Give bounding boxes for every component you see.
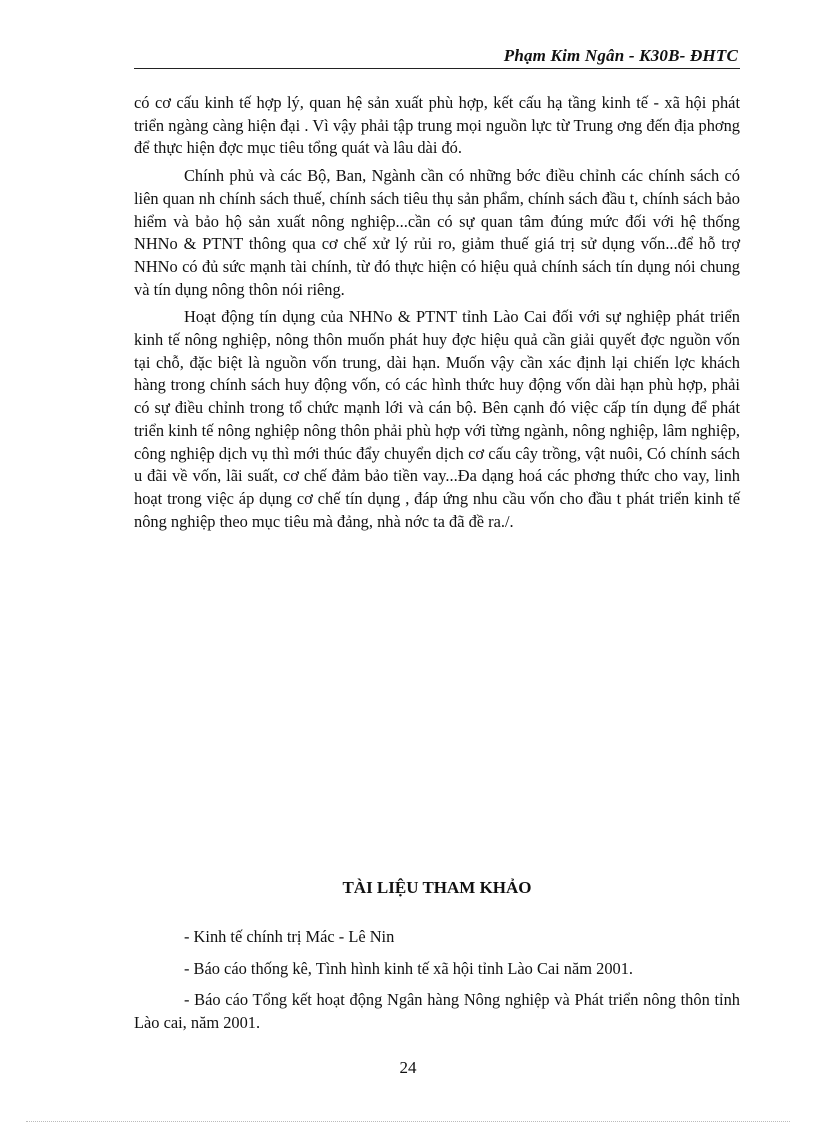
paragraph-1: có cơ cấu kinh tế hợp lý, quan hệ sản xuất phù hợp, kết cấu hạ tầng kinh tế - xã hội phát triển ngàng càng hiện đại . Vì vậy phải tập trung mọi nguồn lực từ Trung ơng đến địa phơng để thực hiện đợc mục tiêu tổng quát và lâu dài đó.: [134, 93, 740, 158]
header-rule: [134, 68, 740, 69]
reference-item-3: - Báo cáo Tổng kết hoạt động Ngân hàng Nông nghiệp và Phát triển nông thôn tỉnh Lào cai, năm 2001.: [134, 990, 740, 1033]
running-header: Phạm Kim Ngân - K30B- ĐHTC: [503, 46, 738, 65]
body-text: [134, 92, 740, 538]
bottom-divider: [26, 1121, 790, 1122]
references-title: TÀI LIỆU THAM KHẢO: [342, 878, 532, 897]
reference-item-2: - Báo cáo thống kê, Tình hình kinh tế xã hội tỉnh Lào Cai năm 2001.: [184, 958, 633, 978]
page-number: 24: [399, 1058, 417, 1077]
reference-item-1: - Kinh tế chính trị Mác - Lê Nin: [184, 927, 395, 946]
paragraph-2: Chính phủ và các Bộ, Ban, Ngành cần có những bớc điều chỉnh các chính sách có liên quan nh chính sách thuế, chính sách tiêu thụ sản phẩm, chính sách đầu t, chính sách bảo hiểm và bảo hộ sản xuất nông nghiệp...cần có sự quan tâm đúng mức đối với hệ thống NHNo & PTNT thông qua cơ chế xử lý rủi ro, giảm thuế giá trị sử dụng vốn...để hỗ trợ NHNo có đủ sức mạnh tài chính, từ đó thực hiện có hiệu quả chính sách tín dụng nói chung và tín dụng nông thôn nói riêng.: [134, 166, 740, 299]
paragraph-3: Hoạt động tín dụng của NHNo & PTNT tỉnh Lào Cai đối với sự nghiệp phát triển kinh tế nông nghiệp, nông thôn muốn phát huy đợc hiệu quả cần giải quyết đợc nguồn vốn tại chỗ, đặc biệt là nguồn vốn trung, dài hạn. Muốn vậy cần xác định lại chiến lợc khách hàng trong chính sách huy động vốn, có các hình thức huy động vốn dài hạn phù hợp, phải có sự điều chỉnh trong tổ chức mạnh lới và cán bộ. Bên cạnh đó việc cấp tín dụng để phát triển kinh tế nông nghiệp nông thôn phải phù hợp với từng ngành, nông nghiệp, lâm nghiệp, công nghiệp dịch vụ thì mới thúc đẩy chuyển dịch cơ cấu cây trồng, vật nuôi, Có chính sách u đãi về vốn, lãi suất, cơ chế đảm bảo tiền vay...Đa dạng hoá các phơng thức cho vay, linh hoạt trong việc áp dụng cơ chế tín dụng , đáp ứng nhu cầu vốn cho đầu t phát triển kinh tế nông nghiệp theo mục tiêu mà đảng, nhà nớc ta đã đề ra./.: [134, 307, 740, 531]
references-list: [134, 926, 740, 1044]
